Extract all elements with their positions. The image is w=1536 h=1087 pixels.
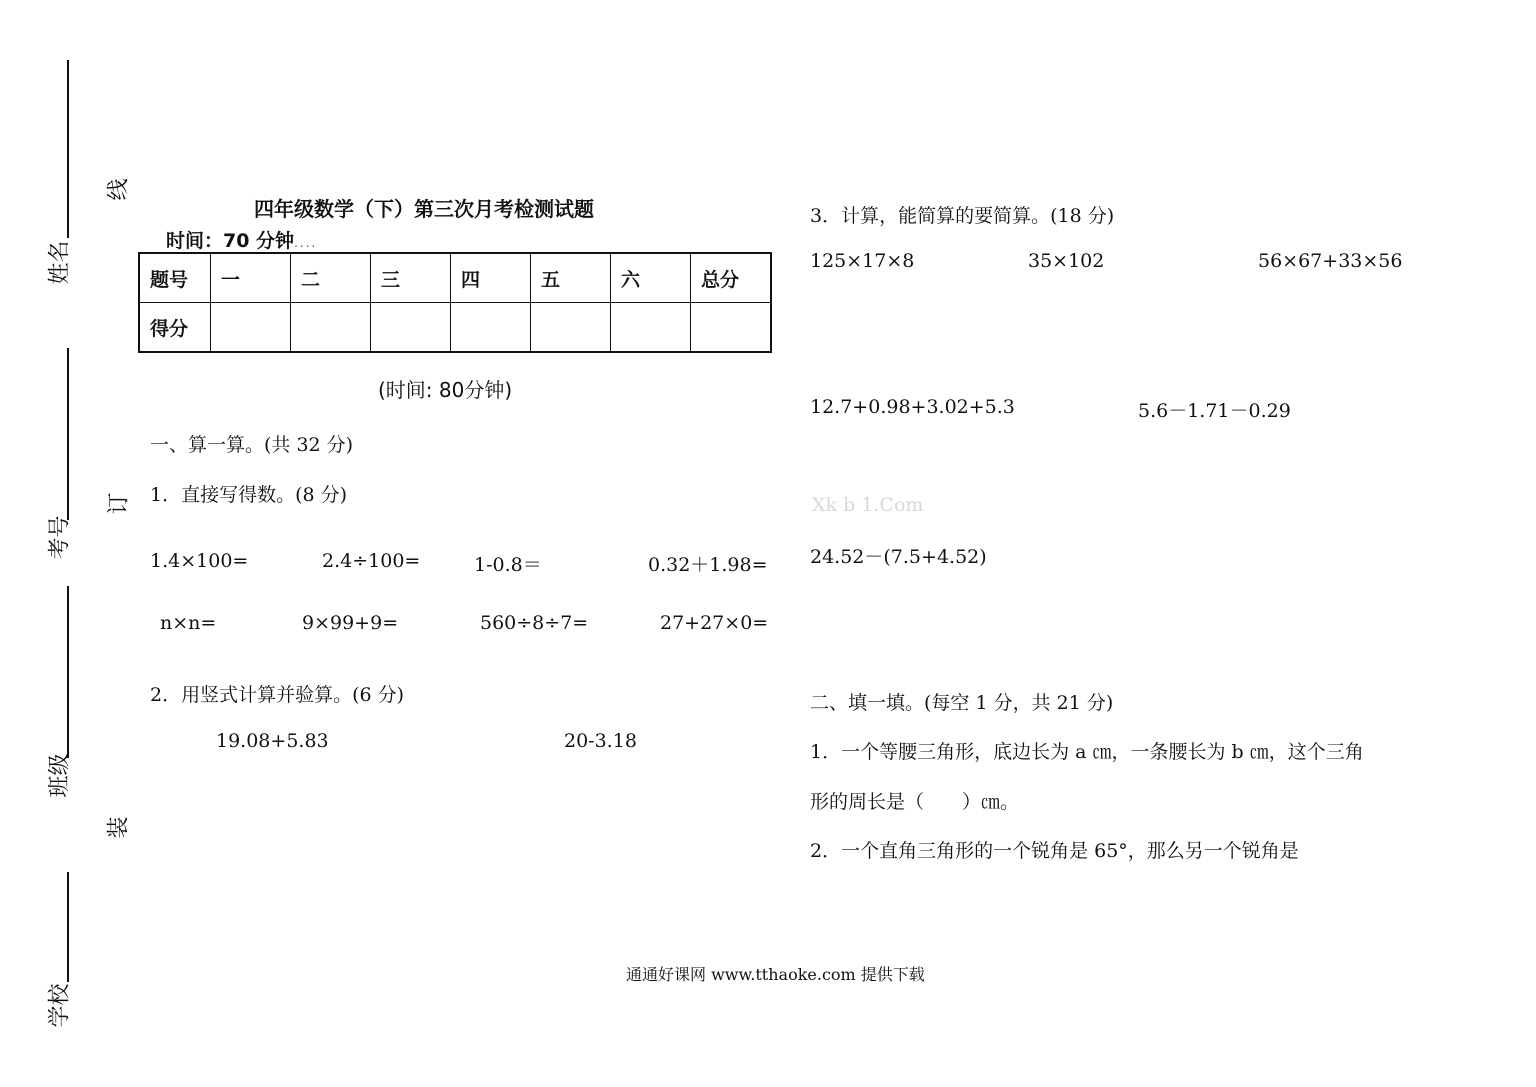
score-cell-header-6: 六 bbox=[611, 253, 691, 303]
q1-item-7: 560÷8÷7= bbox=[480, 612, 589, 634]
q1-item-4: 0.32＋1.98= bbox=[648, 554, 768, 576]
score-cell-header-3: 三 bbox=[371, 253, 451, 303]
score-cell-header-2: 二 bbox=[291, 253, 371, 303]
q3-item-1: 125×17×8 bbox=[810, 250, 915, 272]
section2-heading: 二、填一填。(每空 1 分，共 21 分) bbox=[810, 692, 1114, 714]
q1-item-1: 1.4×100= bbox=[150, 550, 249, 572]
exam-title: 四年级数学（下）第三次月考检测试题 bbox=[254, 197, 594, 221]
binding-mark-line: 线 bbox=[106, 178, 132, 201]
section1-heading: 一、算一算。(共 32 分) bbox=[150, 434, 354, 456]
binding-mark-staple: 订 bbox=[106, 492, 132, 515]
score-cell-header-total: 总分 bbox=[691, 253, 772, 303]
score-cell-header-4: 四 bbox=[451, 253, 531, 303]
score-input-2[interactable] bbox=[291, 303, 371, 353]
footer-download-note: 通通好课网 www.tthaoke.com 提供下载 bbox=[626, 965, 925, 984]
score-input-1[interactable] bbox=[211, 303, 291, 353]
s2-q2-line1: 2．一个直角三角形的一个锐角是 65°，那么另一个锐角是 bbox=[810, 840, 1299, 862]
school-field-label: 学校 bbox=[47, 983, 73, 1028]
score-input-6[interactable] bbox=[611, 303, 691, 353]
margin-line-2 bbox=[67, 348, 69, 520]
q3-item-6: 24.52－(7.5+4.52) bbox=[810, 546, 987, 568]
q3-item-2: 35×102 bbox=[1028, 250, 1105, 272]
q2-heading: 2．用竖式计算并验算。(6 分) bbox=[150, 684, 405, 706]
q3-item-3: 56×67+33×56 bbox=[1258, 250, 1403, 272]
margin-line-3 bbox=[67, 586, 69, 758]
s2-q1-line2: 形的周长是（ ）㎝。 bbox=[810, 791, 1020, 813]
margin-line-top bbox=[67, 60, 69, 238]
score-input-3[interactable] bbox=[371, 303, 451, 353]
score-table-header-row bbox=[139, 253, 771, 303]
binding-mark-bind: 装 bbox=[106, 816, 132, 839]
score-cell-header-5: 五 bbox=[531, 253, 611, 303]
watermark-text: Xk b 1.Com bbox=[812, 494, 924, 516]
score-cell-score-label: 得分 bbox=[139, 303, 211, 353]
q3-item-5: 5.6－1.71－0.29 bbox=[1138, 400, 1291, 422]
q3-item-4: 12.7+0.98+3.02+5.3 bbox=[810, 396, 1015, 418]
score-input-total[interactable] bbox=[691, 303, 772, 353]
time-limit-dots: .... bbox=[294, 236, 318, 250]
time-limit-text: 时间：70 分钟 bbox=[166, 230, 295, 252]
name-field-label: 姓名 bbox=[47, 240, 73, 285]
class-field-label: 班级 bbox=[47, 753, 73, 798]
q3-heading: 3．计算，能简算的要简算。(18 分) bbox=[810, 205, 1115, 227]
q1-item-3: 1-0.8＝ bbox=[474, 554, 542, 576]
q2-item-2: 20-3.18 bbox=[564, 730, 637, 752]
q1-heading: 1．直接写得数。(8 分) bbox=[150, 484, 348, 506]
score-cell-header-1: 一 bbox=[211, 253, 291, 303]
exam-number-field-label: 考号 bbox=[47, 515, 73, 560]
q1-item-8: 27+27×0= bbox=[660, 612, 769, 634]
q2-item-1: 19.08+5.83 bbox=[216, 730, 329, 752]
q1-item-6: 9×99+9= bbox=[302, 612, 399, 634]
score-input-4[interactable] bbox=[451, 303, 531, 353]
q1-item-5: n×n= bbox=[160, 612, 217, 634]
margin-line-4 bbox=[67, 872, 69, 982]
score-table bbox=[138, 252, 772, 353]
score-cell-question-label: 题号 bbox=[139, 253, 211, 303]
score-table-score-row bbox=[139, 303, 771, 353]
subtitle-time: (时间: 80分钟) bbox=[378, 378, 513, 402]
s2-q1-line1: 1．一个等腰三角形，底边长为 a ㎝，一条腰长为 b ㎝，这个三角 bbox=[810, 741, 1364, 763]
time-limit bbox=[166, 226, 317, 253]
q1-item-2: 2.4÷100= bbox=[322, 550, 421, 572]
score-input-5[interactable] bbox=[531, 303, 611, 353]
